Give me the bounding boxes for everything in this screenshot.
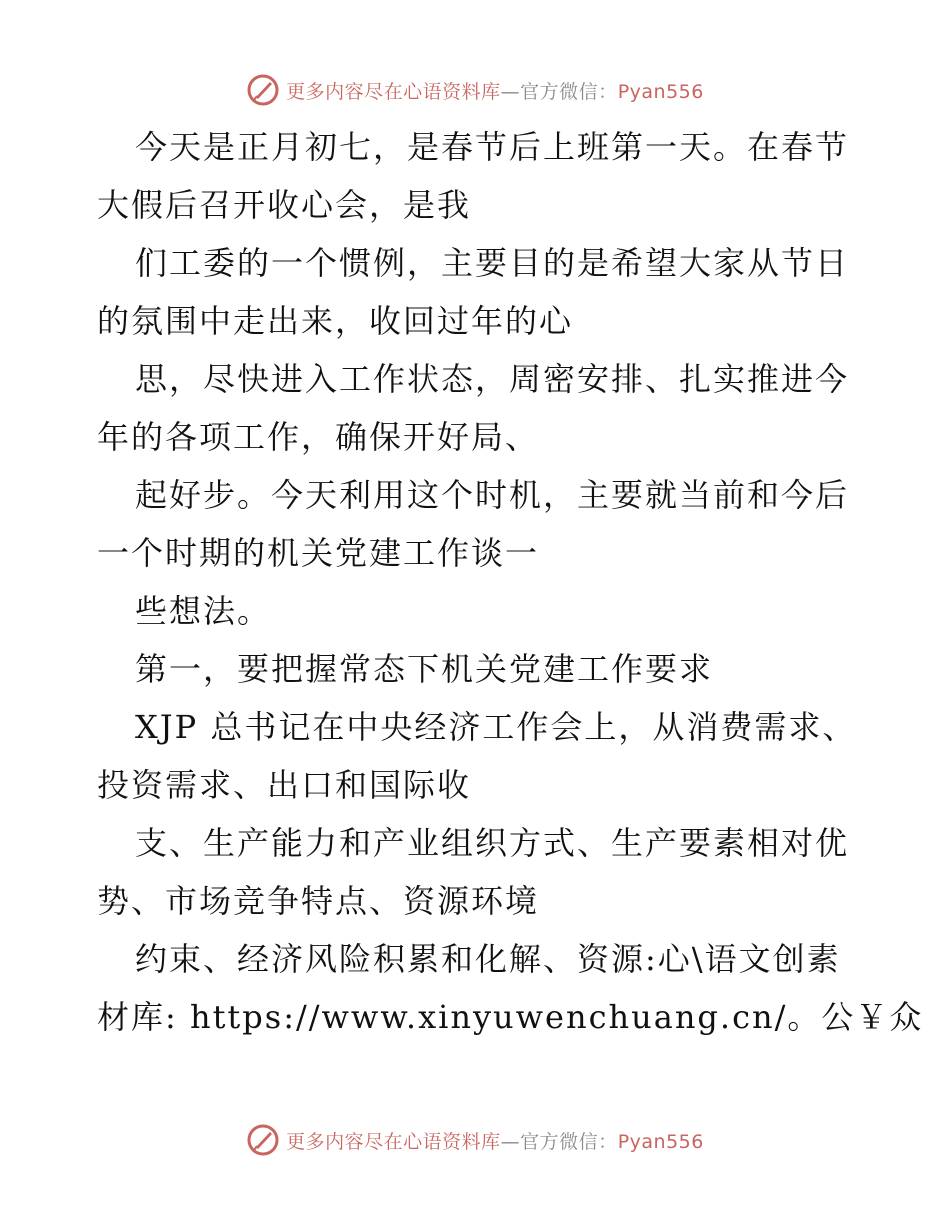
- footer-watermark: [0, 1120, 950, 1160]
- text-line: 投资需求、出口和国际收: [97, 766, 472, 804]
- text-line: 大假后召开收心会，是我: [97, 186, 472, 224]
- header-watermark: [0, 70, 950, 110]
- text-line: 今天是正月初七，是春节后上班第一天。在春节: [135, 128, 850, 166]
- text-line: 材库: https://www.xinyuwenchuang.cn/。公￥众: [97, 998, 924, 1036]
- text-line: 约束、经济风险积累和化解、资源:心\语文创素: [135, 940, 841, 978]
- text-line: 第一，要把握常态下机关党建工作要求: [135, 650, 714, 688]
- text-line: XJP 总书记在中央经济工作会上，从消费需求、: [135, 708, 857, 746]
- watermark-official-label: 官方微信：: [520, 1130, 618, 1153]
- watermark-separator: —: [500, 80, 521, 103]
- text-line: 的氛围中走出来，收回过年的心: [97, 302, 574, 340]
- text-line: 支、生产能力和产业组织方式、生产要素相对优: [135, 824, 850, 862]
- document-body: [97, 118, 924, 1046]
- text-line: 一个时期的机关党建工作谈一: [97, 534, 540, 572]
- watermark-brand: 更多内容尽在心语资料库: [286, 80, 501, 103]
- watermark-text: [286, 77, 704, 104]
- text-line: 年的各项工作，确保开好局、: [97, 418, 540, 456]
- text-line: 起好步。今天利用这个时机，主要就当前和今后: [135, 476, 850, 514]
- watermark-account: Pyan556: [617, 80, 704, 103]
- text-line: 思，尽快进入工作状态，周密安排、扎实推进今: [135, 360, 850, 398]
- watermark-brand: 更多内容尽在心语资料库: [286, 1130, 501, 1153]
- text-line: 些想法。: [135, 592, 272, 630]
- quill-logo-icon: [246, 73, 280, 107]
- watermark-account: Pyan556: [617, 1130, 704, 1153]
- watermark-separator: —: [500, 1130, 521, 1153]
- text-line: 势、市场竞争特点、资源环境: [97, 882, 540, 920]
- quill-logo-icon: [246, 1123, 280, 1157]
- text-line: 们工委的一个惯例，主要目的是希望大家从节日: [135, 244, 850, 282]
- watermark-official-label: 官方微信：: [520, 80, 618, 103]
- watermark-text: [286, 1127, 704, 1154]
